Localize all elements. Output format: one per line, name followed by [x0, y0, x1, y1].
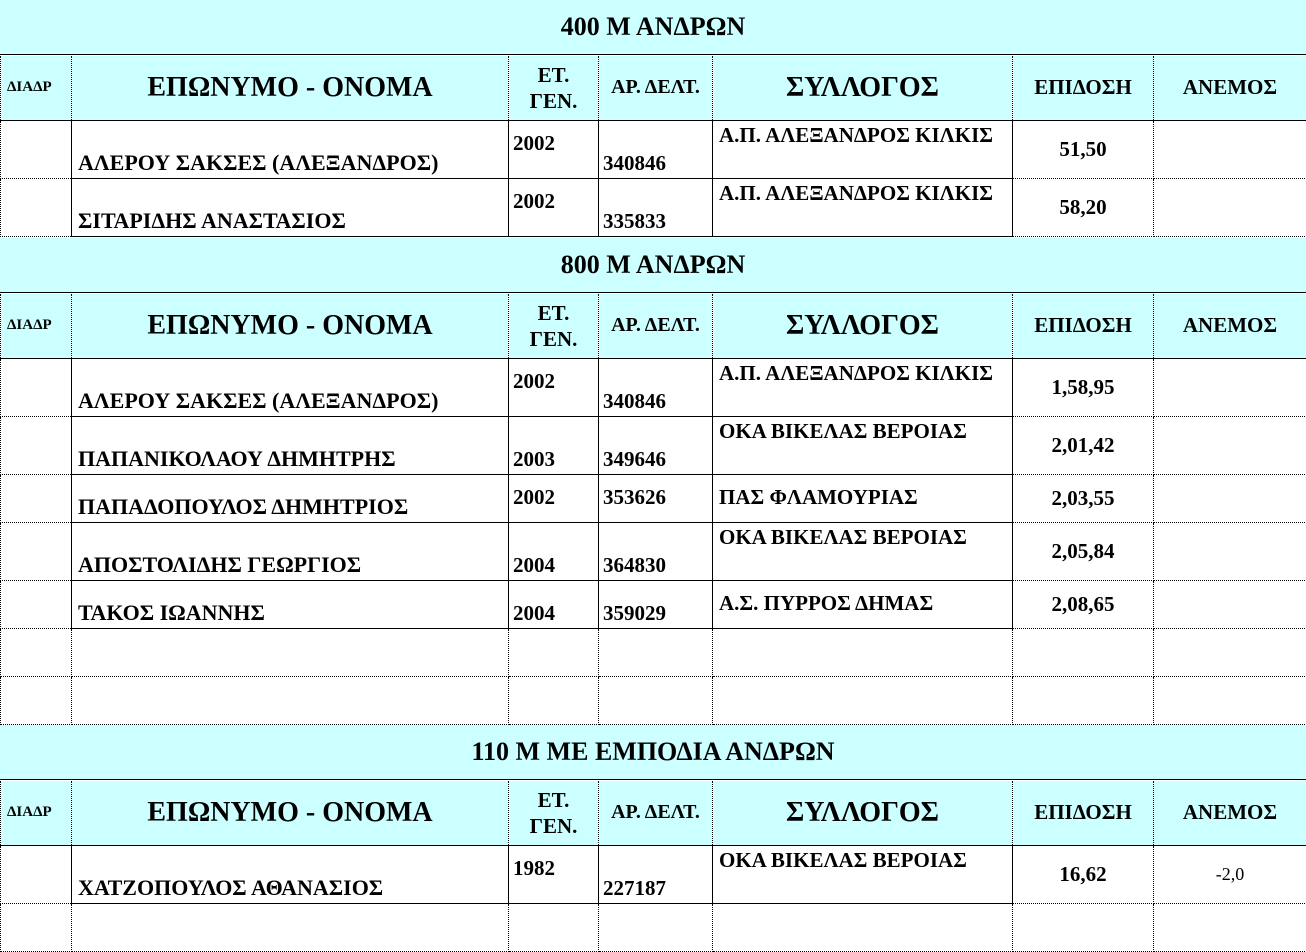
cell-card-number: 359029 — [599, 580, 713, 628]
results-table-110m-hurdles — [0, 781, 1306, 952]
cell-heat — [1, 474, 72, 522]
header-wind: ΑΝΕΜΟΣ — [1154, 781, 1306, 845]
cell-heat — [1, 522, 72, 580]
header-heat: ΔΙΑΔΡ — [1, 56, 72, 120]
cell-performance: 2,05,84 — [1013, 522, 1154, 580]
cell-name: ΠΑΠΑΔΟΠΟΥΛΟΣ ΔΗΜΗΤΡΙΟΣ — [72, 474, 509, 522]
cell-club: Α.Π. ΑΛΕΞΑΝΔΡΟΣ ΚΙΛΚΙΣ — [713, 120, 1013, 178]
cell-card-number: 335833 — [599, 178, 713, 236]
header-performance: ΕΠΙΔΟΣΗ — [1013, 294, 1154, 358]
cell-name: ΧΑΤΖΟΠΟΥΛΟΣ ΑΘΑΝΑΣΙΟΣ — [72, 845, 509, 903]
cell-heat — [1, 120, 72, 178]
cell-name: ΑΠΟΣΤΟΛΙΔΗΣ ΓΕΩΡΓΙΟΣ — [72, 522, 509, 580]
cell-club: ΟΚΑ ΒΙΚΕΛΑΣ ΒΕΡΟΙΑΣ — [713, 845, 1013, 903]
empty-row — [1, 628, 1306, 676]
cell-card-number: 364830 — [599, 522, 713, 580]
cell-birth-year: 2002 — [509, 120, 599, 178]
cell-performance: 51,50 — [1013, 120, 1154, 178]
cell-birth-year: 2002 — [509, 358, 599, 416]
header-club: ΣΥΛΛΟΓΟΣ — [713, 294, 1013, 358]
header-birth-year: ΕΤ. ΓΕΝ. — [509, 56, 599, 120]
cell-wind — [1154, 178, 1306, 236]
header-birth-year: ΕΤ. ΓΕΝ. — [509, 781, 599, 845]
cell-birth-year: 2004 — [509, 580, 599, 628]
table-row — [1, 416, 1306, 474]
table-row — [1, 358, 1306, 416]
cell-performance: 58,20 — [1013, 178, 1154, 236]
cell-heat — [1, 580, 72, 628]
header-wind: ΑΝΕΜΟΣ — [1154, 56, 1306, 120]
cell-heat — [1, 178, 72, 236]
cell-wind — [1154, 580, 1306, 628]
table-header — [1, 294, 1306, 358]
header-heat: ΔΙΑΔΡ — [1, 294, 72, 358]
empty-row — [1, 676, 1306, 724]
header-performance: ΕΠΙΔΟΣΗ — [1013, 781, 1154, 845]
cell-name: ΤΑΚΟΣ ΙΩΑΝΝΗΣ — [72, 580, 509, 628]
cell-club: Α.Σ. ΠΥΡΡΟΣ ΔΗΜΑΣ — [713, 580, 1013, 628]
cell-name: ΣΙΤΑΡΙΔΗΣ ΑΝΑΣΤΑΣΙΟΣ — [72, 178, 509, 236]
table-header — [1, 56, 1306, 120]
cell-performance: 16,62 — [1013, 845, 1154, 903]
cell-birth-year: 1982 — [509, 845, 599, 903]
table-header — [1, 781, 1306, 845]
cell-performance: 1,58,95 — [1013, 358, 1154, 416]
cell-birth-year: 2002 — [509, 474, 599, 522]
header-club: ΣΥΛΛΟΓΟΣ — [713, 56, 1013, 120]
cell-heat — [1, 416, 72, 474]
cell-heat — [1, 358, 72, 416]
header-performance: ΕΠΙΔΟΣΗ — [1013, 56, 1154, 120]
cell-club: ΟΚΑ ΒΙΚΕΛΑΣ ΒΕΡΟΙΑΣ — [713, 416, 1013, 474]
results-table-400m — [0, 56, 1306, 237]
cell-club: Α.Π. ΑΛΕΞΑΝΔΡΟΣ ΚΙΛΚΙΣ — [713, 358, 1013, 416]
header-name: ΕΠΩΝΥΜΟ - ΟΝΟΜΑ — [72, 56, 509, 120]
table-row — [1, 178, 1306, 236]
cell-club: ΟΚΑ ΒΙΚΕΛΑΣ ΒΕΡΟΙΑΣ — [713, 522, 1013, 580]
section-title-400m: 400 Μ ΑΝΔΡΩΝ — [0, 0, 1306, 55]
cell-name: ΑΛΕΡΟΥ ΣΑΚΣΕΣ (ΑΛΕΞΑΝΔΡΟΣ) — [72, 358, 509, 416]
cell-wind — [1154, 358, 1306, 416]
header-heat: ΔΙΑΔΡ — [1, 781, 72, 845]
cell-name: ΑΛΕΡΟΥ ΣΑΚΣΕΣ (ΑΛΕΞΑΝΔΡΟΣ) — [72, 120, 509, 178]
cell-birth-year: 2004 — [509, 522, 599, 580]
cell-card-number: 227187 — [599, 845, 713, 903]
header-wind: ΑΝΕΜΟΣ — [1154, 294, 1306, 358]
header-card-number: ΑΡ. ΔΕΛΤ. — [599, 781, 713, 845]
empty-row — [1, 903, 1306, 951]
cell-card-number: 353626 — [599, 474, 713, 522]
cell-wind: -2,0 — [1154, 845, 1306, 903]
cell-wind — [1154, 120, 1306, 178]
cell-card-number: 340846 — [599, 120, 713, 178]
section-title-110m-hurdles: 110 Μ ΜΕ ΕΜΠΟΔΙΑ ΑΝΔΡΩΝ — [0, 725, 1306, 780]
cell-card-number: 349646 — [599, 416, 713, 474]
cell-name: ΠΑΠΑΝΙΚΟΛΑΟΥ ΔΗΜΗΤΡΗΣ — [72, 416, 509, 474]
cell-club: Α.Π. ΑΛΕΞΑΝΔΡΟΣ ΚΙΛΚΙΣ — [713, 178, 1013, 236]
cell-birth-year: 2003 — [509, 416, 599, 474]
table-row — [1, 845, 1306, 903]
cell-wind — [1154, 474, 1306, 522]
header-name: ΕΠΩΝΥΜΟ - ΟΝΟΜΑ — [72, 781, 509, 845]
table-row — [1, 474, 1306, 522]
table-row — [1, 522, 1306, 580]
cell-birth-year: 2002 — [509, 178, 599, 236]
cell-card-number: 340846 — [599, 358, 713, 416]
cell-wind — [1154, 522, 1306, 580]
cell-performance: 2,03,55 — [1013, 474, 1154, 522]
header-club: ΣΥΛΛΟΓΟΣ — [713, 781, 1013, 845]
table-row — [1, 580, 1306, 628]
header-card-number: ΑΡ. ΔΕΛΤ. — [599, 56, 713, 120]
header-card-number: ΑΡ. ΔΕΛΤ. — [599, 294, 713, 358]
cell-club: ΠΑΣ ΦΛΑΜΟΥΡΙΑΣ — [713, 474, 1013, 522]
section-title-800m: 800 Μ ΑΝΔΡΩΝ — [0, 238, 1306, 293]
cell-heat — [1, 845, 72, 903]
cell-performance: 2,01,42 — [1013, 416, 1154, 474]
header-name: ΕΠΩΝΥΜΟ - ΟΝΟΜΑ — [72, 294, 509, 358]
table-row — [1, 120, 1306, 178]
results-table-800m — [0, 294, 1306, 725]
header-birth-year: ΕΤ. ΓΕΝ. — [509, 294, 599, 358]
cell-performance: 2,08,65 — [1013, 580, 1154, 628]
cell-wind — [1154, 416, 1306, 474]
